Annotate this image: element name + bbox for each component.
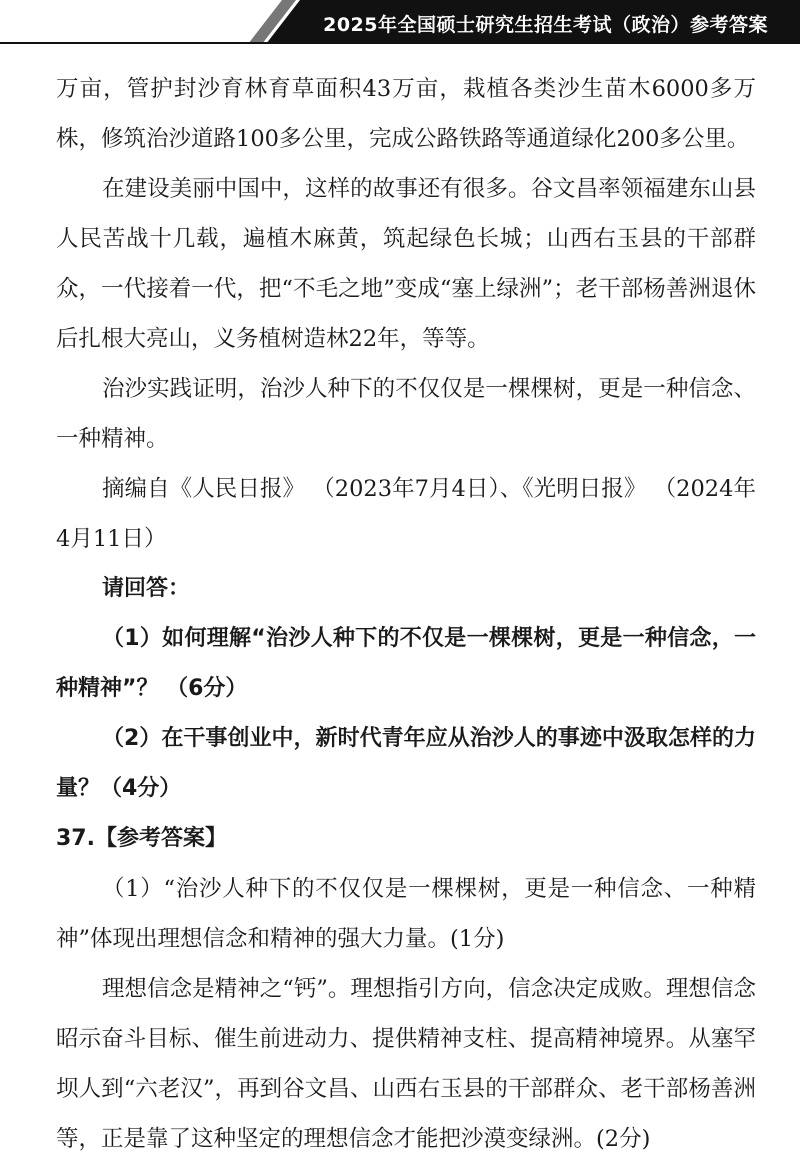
question-2: （2）在干事创业中，新时代青年应从治沙人的事迹中汲取怎样的力量？（4分）	[56, 726, 756, 801]
passage-paragraph-2: 在建设美丽中国中，这样的故事还有很多。谷文昌率领福建东山县人民苦战十几载，遍植木麻黄，筑起绿色长城；山西右玉县的干部群众，一代接着一代，把“不毛之地”变成“塞上绿洲”；老干部杨善洲退休后扎根大亮山，义务植树造林22年，等等。	[56, 176, 756, 352]
passage-source: 摘编自《人民日报》 （2023年7月4日）、《光明日报》 （2024年4月11日）	[56, 476, 756, 552]
answer-heading: 37.【参考答案】	[56, 826, 227, 851]
header-title: 2025年全国硕士研究生招生考试（政治）参考答案	[323, 14, 768, 36]
passage-paragraph-1: 万亩，管护封沙育林育草面积43万亩，栽植各类沙生苗木6000多万株，修筑治沙道路100多公里，完成公路铁路等通道绿化200多公里。	[56, 76, 756, 152]
question-1: （1）如何理解“治沙人种下的不仅是一棵棵树，更是一种信念，一种精神”？ （6分）	[56, 626, 756, 701]
document-body	[56, 64, 756, 1164]
header-rule	[0, 42, 800, 44]
question-prompt: 请回答：	[102, 576, 191, 601]
page-header	[0, 0, 800, 44]
answer-paragraph-1: （1）“治沙人种下的不仅仅是一棵棵树，更是一种信念、一种精神”体现出理想信念和精神的强大力量。(1分)	[56, 876, 756, 952]
passage-paragraph-3: 治沙实践证明，治沙人种下的不仅仅是一棵棵树，更是一种信念、一种精神。	[56, 376, 756, 452]
answer-paragraph-2: 理想信念是精神之“钙”。理想指引方向，信念决定成败。理想信念昭示奋斗目标、催生前进动力、提供精神支柱、提高精神境界。从塞罕坝人到“六老汉”，再到谷文昌、山西右玉县的干部群众、老干部杨善洲等，正是靠了这种坚定的理想信念才能把沙漠变绿洲。(2分)	[56, 976, 756, 1152]
